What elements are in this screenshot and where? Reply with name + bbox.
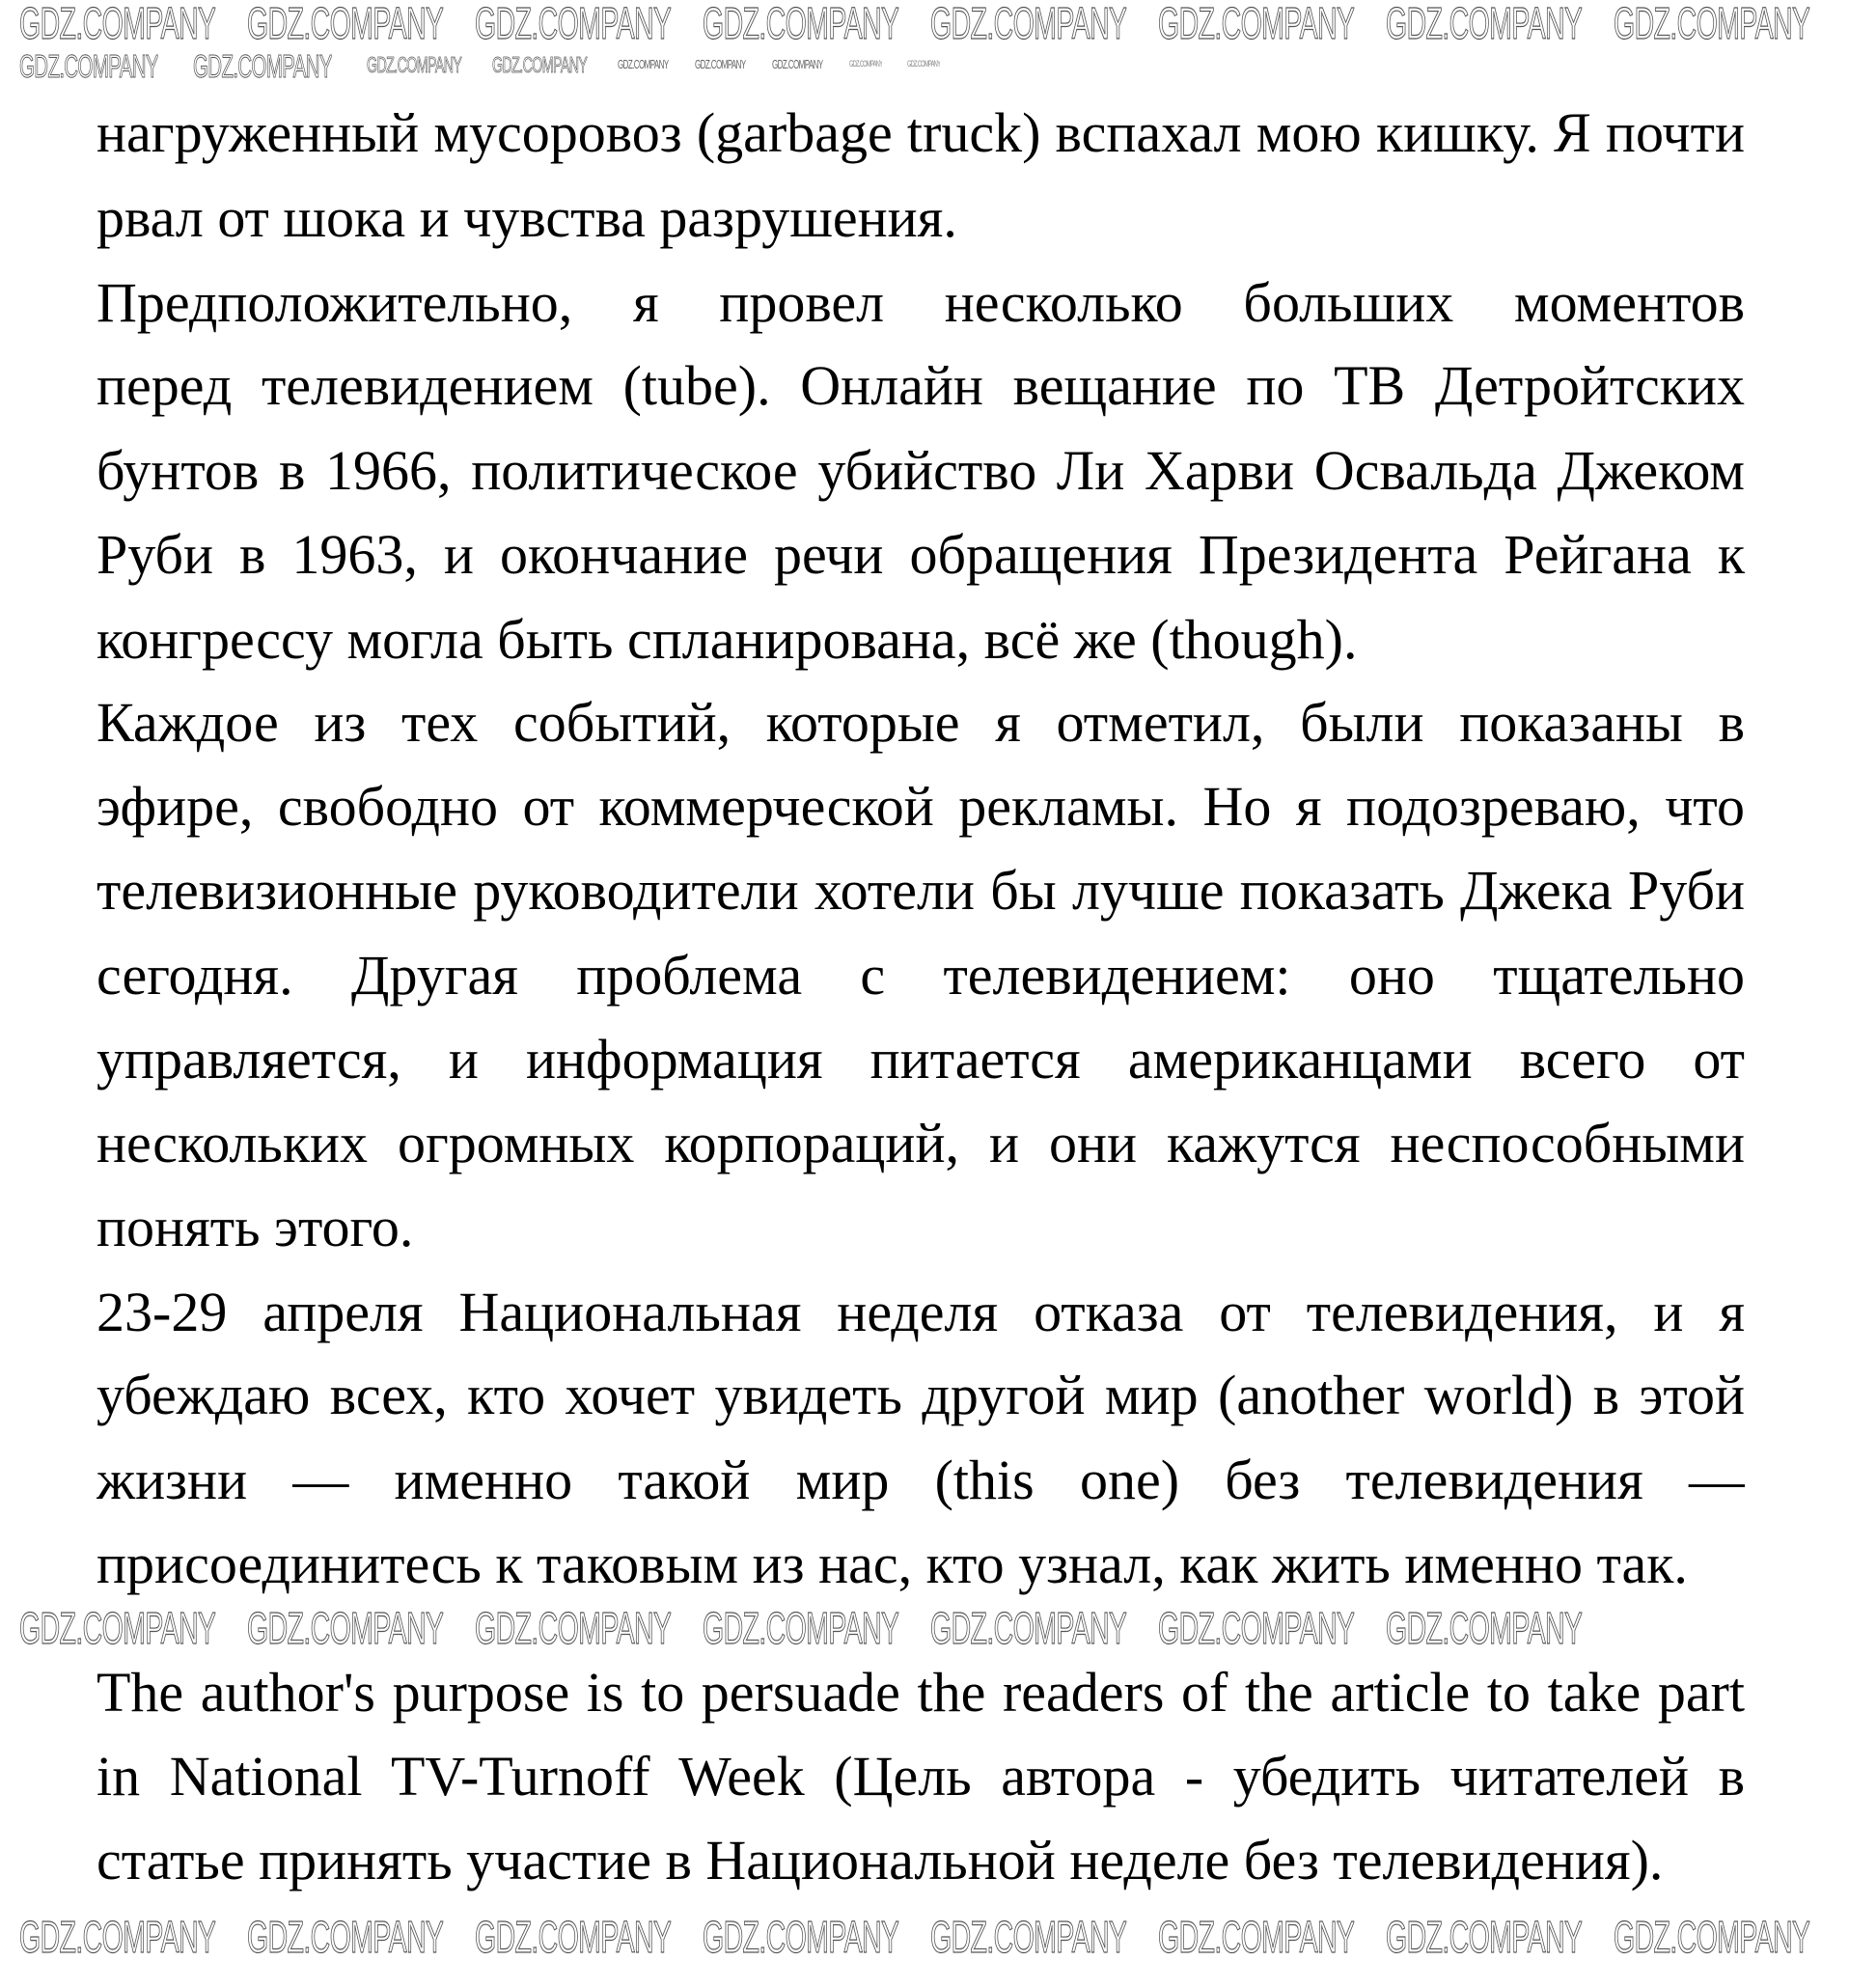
watermark: GDZ.COMPANY [247, 2, 444, 44]
watermark: GDZ.COMPANY [930, 1607, 1127, 1649]
watermark: GDZ.COMPANY [475, 2, 672, 44]
watermark: GDZ.COMPANY [1614, 2, 1810, 44]
watermark: GDZ.COMPANY [193, 50, 332, 82]
watermark: GDZ.COMPANY [1158, 1607, 1355, 1649]
watermark: GDZ.COMPANY [930, 2, 1127, 44]
watermark: GDZ.COMPANY [772, 58, 823, 70]
text-line: 23-29 апреля Национальная неделя отказа от телевидения, и я [97, 1281, 1745, 1343]
watermark: GDZ.COMPANY [475, 1916, 672, 1958]
text-line: управляется, и информация питается американцами всего от [97, 1028, 1745, 1091]
watermark: GDZ.COMPANY [703, 2, 899, 44]
watermark: GDZ.COMPANY [19, 2, 216, 44]
text-line: сегодня. Другая проблема с телевидением: оно тщательно [97, 944, 1745, 1007]
watermark: GDZ.COMPANY [1158, 2, 1355, 44]
watermark: GDZ.COMPANY [475, 1607, 672, 1649]
text-line: понять этого. [97, 1196, 414, 1258]
text-line: рвал от шока и чувства разрушения. [97, 186, 957, 249]
text-line: The author's purpose is to persuade the readers of the article to take part [97, 1661, 1745, 1724]
text-line: in National TV-Turnoff Week (Цель автора - убедить читателей в [97, 1745, 1745, 1808]
text-line: бунтов в 1966, политическое убийство Ли Харви Освальда Джеком [97, 439, 1745, 502]
watermark: GDZ.COMPANY [247, 1607, 444, 1649]
text-line: эфире, свободно от коммерческой рекламы. Но я подозреваю, что [97, 775, 1745, 838]
text-line: нескольких огромных корпораций, и они кажутся неспособными [97, 1112, 1745, 1174]
watermark: GDZ.COMPANY [1386, 2, 1583, 44]
text-line: убеждаю всех, кто хочет увидеть другой мир (another world) в этой [97, 1364, 1745, 1426]
watermark: GDZ.COMPANY [19, 1916, 216, 1958]
watermark: GDZ.COMPANY [1386, 1916, 1583, 1958]
watermark: GDZ.COMPANY [907, 60, 941, 69]
watermark: GDZ.COMPANY [19, 50, 158, 82]
text-line: нагруженный мусоровоз (garbage truck) вспахал мою кишку. Я почти [97, 101, 1745, 164]
text-line: статье принять участие в Национальной неделе без телевидения). [97, 1829, 1664, 1891]
watermark: GDZ.COMPANY [703, 1916, 899, 1958]
text-line: перед телевидением (tube). Онлайн вещание по ТВ Детройтских [97, 354, 1745, 417]
watermark: GDZ.COMPANY [1158, 1916, 1355, 1958]
watermark: GDZ.COMPANY [1614, 1916, 1810, 1958]
watermark: GDZ.COMPANY [367, 54, 462, 76]
text-line: телевизионные руководители хотели бы лучше показать Джека Руби [97, 859, 1745, 922]
watermark: GDZ.COMPANY [849, 60, 883, 69]
text-line: конгрессу могла быть спланирована, всё же (though). [97, 608, 1358, 671]
text-line: жизни — именно такой мир (this one) без телевидения — [97, 1449, 1745, 1511]
watermark: GDZ.COMPANY [19, 1607, 216, 1649]
watermark: GDZ.COMPANY [1386, 1607, 1583, 1649]
watermark: GDZ.COMPANY [618, 58, 669, 70]
watermark: GDZ.COMPANY [247, 1916, 444, 1958]
watermark: GDZ.COMPANY [695, 58, 746, 70]
watermark: GDZ.COMPANY [492, 54, 588, 76]
text-line: Предположительно, я провел несколько больших моментов [97, 271, 1745, 334]
watermark: GDZ.COMPANY [703, 1607, 899, 1649]
watermark: GDZ.COMPANY [930, 1916, 1127, 1958]
text-line: Каждое из тех событий, которые я отметил, были показаны в [97, 691, 1745, 754]
text-line: Руби в 1963, и окончание речи обращения Президента Рейгана к [97, 523, 1745, 586]
text-line: присоединитесь к таковым из нас, кто узнал, как жить именно так. [97, 1532, 1688, 1595]
